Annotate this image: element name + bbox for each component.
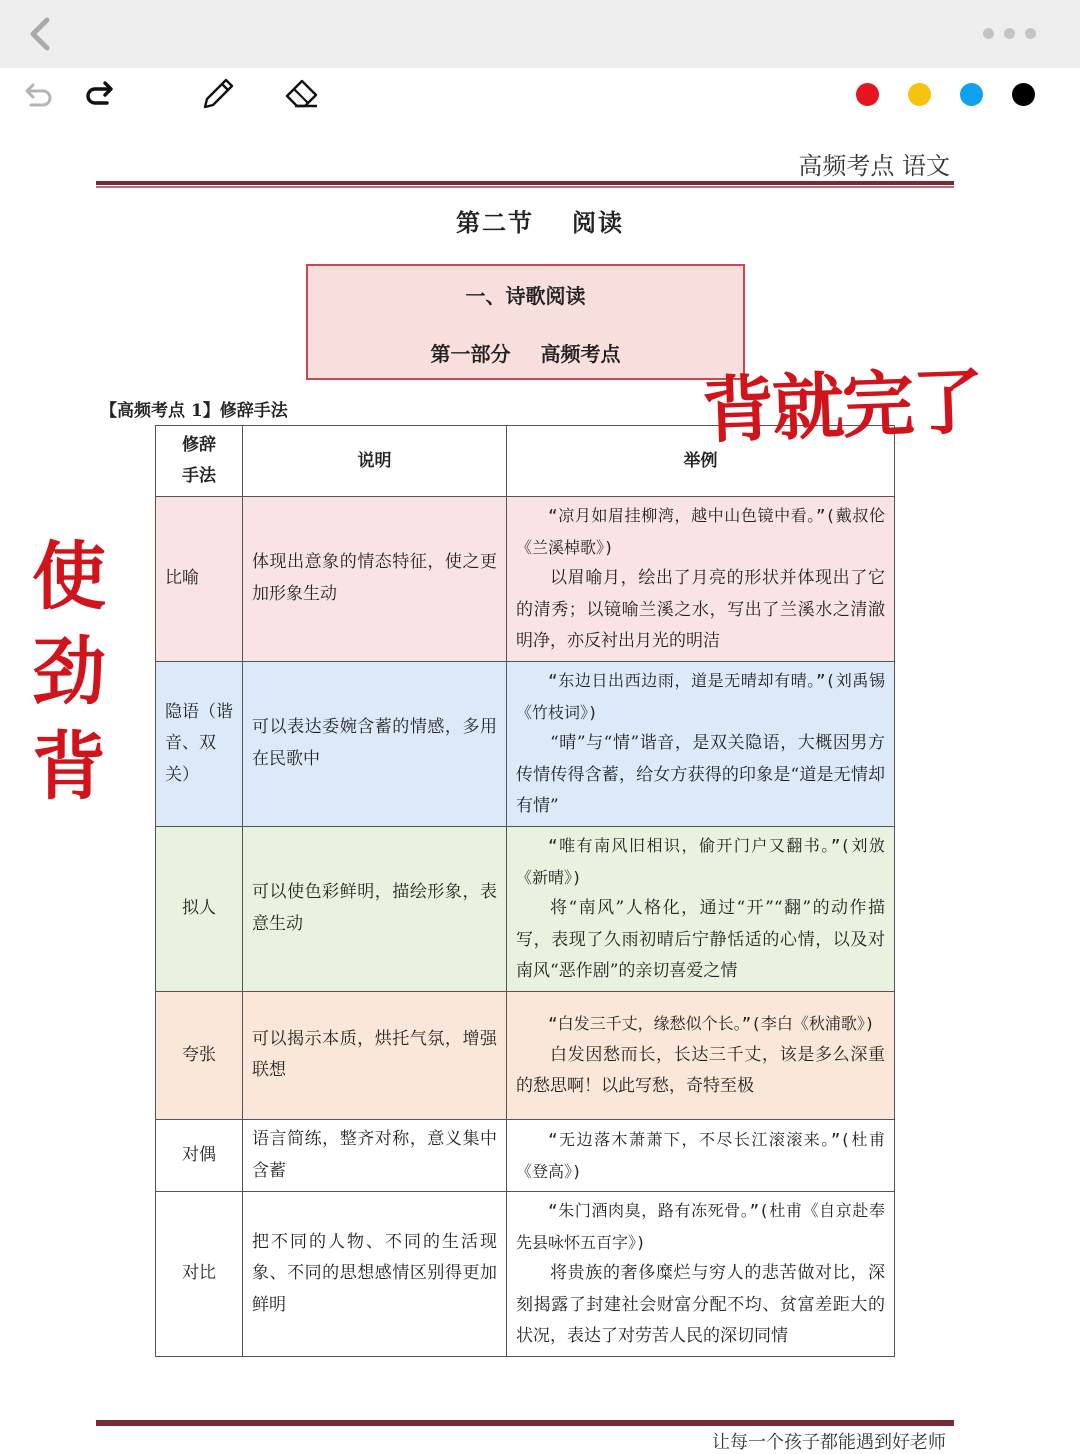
rhetoric-table bbox=[155, 425, 895, 1357]
example-quote: “凉月如眉挂柳湾，越中山色镜中看。”(戴叔伦《兰溪棹歌》) bbox=[516, 506, 885, 557]
chapter-part-name: 高频考点 bbox=[540, 342, 621, 366]
color-yellow-swatch[interactable] bbox=[908, 83, 931, 106]
example-quote: “唯有南风旧相识，偷开门户又翻书。”(刘攽《新晴》) bbox=[516, 835, 885, 887]
pen-tool-button[interactable] bbox=[198, 74, 238, 114]
desc-cell: 可以揭示本质，烘托气氛，增强联想 bbox=[243, 991, 507, 1119]
pencil-icon bbox=[199, 75, 237, 113]
eraser-tool-button[interactable] bbox=[282, 74, 322, 114]
example-explain: 将贵族的奢侈糜烂与穷人的悲苦做对比，深刻揭露了封建社会财富分配不均、贫富差距大的状况，表达了对劳苦人民的深切同情 bbox=[516, 1263, 885, 1347]
example-quote: “朱门酒肉臭，路有冻死骨。”(杜甫《自京赴奉先县咏怀五百字》) bbox=[516, 1201, 885, 1252]
example-cell bbox=[507, 1119, 895, 1191]
table-row bbox=[156, 1192, 895, 1357]
section-title bbox=[0, 203, 1080, 238]
example-cell bbox=[507, 497, 895, 662]
top-nav-bar bbox=[0, 0, 1080, 68]
example-cell bbox=[507, 826, 895, 991]
desc-cell: 把不同的人物、不同的生活现象、不同的思想感情区别得更加鲜明 bbox=[243, 1192, 507, 1357]
more-dot-icon bbox=[1025, 28, 1036, 39]
table-row bbox=[156, 497, 895, 662]
example-cell bbox=[507, 661, 895, 826]
more-dot-icon bbox=[1004, 28, 1015, 39]
desc-cell: 可以表达委婉含蓄的情感，多用在民歌中 bbox=[243, 661, 507, 826]
header-desc: 说明 bbox=[243, 426, 507, 497]
redo-icon bbox=[81, 79, 115, 109]
chapter-box-title: 一、诗歌阅读 bbox=[465, 284, 586, 308]
more-dot-icon bbox=[983, 28, 994, 39]
handwritten-note-right: 背就完了 bbox=[700, 358, 984, 453]
redo-button[interactable] bbox=[78, 74, 118, 114]
handwritten-char: 劲 bbox=[32, 629, 106, 715]
method-cell: 隐语（谐音、双关） bbox=[156, 661, 243, 826]
example-explain: 以眉喻月，绘出了月亮的形状并体现出了它的清秀；以镜喻兰溪之水，写出了兰溪水之清澈明净，亦反衬出月光的明洁 bbox=[516, 568, 885, 652]
footer-divider bbox=[96, 1420, 954, 1426]
color-black-swatch[interactable] bbox=[1012, 83, 1035, 106]
section-number: 第二节 bbox=[456, 208, 534, 237]
chapter-box bbox=[306, 264, 745, 380]
method-cell: 比喻 bbox=[156, 497, 243, 662]
header-method bbox=[156, 426, 243, 497]
undo-icon bbox=[23, 79, 57, 109]
back-icon bbox=[27, 17, 53, 51]
table-row bbox=[156, 1119, 895, 1191]
example-cell bbox=[507, 1192, 895, 1357]
color-red-swatch[interactable] bbox=[856, 83, 879, 106]
example-quote: “无边落木萧萧下，不尽长江滚滚来。”(杜甫《登高》) bbox=[516, 1129, 885, 1181]
method-cell: 拟人 bbox=[156, 826, 243, 991]
method-cell: 夸张 bbox=[156, 991, 243, 1119]
undo-button[interactable] bbox=[20, 74, 60, 114]
table-row bbox=[156, 661, 895, 826]
desc-cell: 语言简练，整齐对称，意义集中含蓄 bbox=[243, 1119, 507, 1191]
example-explain: 将“南风”人格化，通过“开”“翻”的动作描写，表现了久雨初晴后宁静恬适的心情，以及对南风“恶作剧”的亲切喜爱之情 bbox=[516, 898, 885, 982]
header-example: 举例 bbox=[507, 426, 895, 497]
desc-cell: 体现出意象的情态特征，使之更加形象生动 bbox=[243, 497, 507, 662]
method-cell: 对偶 bbox=[156, 1119, 243, 1191]
section-name: 阅读 bbox=[572, 208, 624, 237]
header-method-label: 修辞 手法 bbox=[182, 435, 216, 486]
handwritten-char: 背 bbox=[32, 724, 106, 810]
header-divider bbox=[96, 181, 954, 185]
example-quote: “白发三千丈，缘愁似个长。”(李白《秋浦歌》) bbox=[548, 1014, 875, 1034]
more-menu-button[interactable] bbox=[983, 28, 1036, 39]
table-row bbox=[156, 826, 895, 991]
table-row bbox=[156, 991, 895, 1119]
back-button[interactable] bbox=[22, 14, 58, 54]
example-cell bbox=[507, 991, 895, 1119]
point-title: 【高频考点 1】修辞手法 bbox=[100, 401, 288, 421]
example-explain: “晴”与“情”谐音，是双关隐语，大概因男方传情传得含蓄，给女方获得的印象是“道是无情却有情” bbox=[516, 733, 885, 817]
eraser-icon bbox=[283, 75, 321, 113]
doc-header-title: 高频考点 语文 bbox=[798, 152, 950, 180]
footer-slogan: 让每一个孩子都能遇到好老师 bbox=[712, 1432, 946, 1453]
chapter-box-subtitle bbox=[308, 338, 743, 367]
example-explain: 白发因愁而长，长达三千丈，该是多么深重的愁思啊！以此写愁，奇特至极 bbox=[516, 1044, 885, 1097]
color-blue-swatch[interactable] bbox=[960, 83, 983, 106]
header-divider-thin bbox=[96, 186, 954, 188]
handwritten-note-left bbox=[24, 530, 114, 815]
method-cell: 对比 bbox=[156, 1192, 243, 1357]
example-quote: “东边日出西边雨，道是无晴却有晴。”(刘禹锡《竹枝词》) bbox=[516, 670, 885, 722]
desc-cell: 可以使色彩鲜明，描绘形象，表意生动 bbox=[243, 826, 507, 991]
handwritten-char: 使 bbox=[32, 534, 106, 620]
chapter-part: 第一部分 bbox=[430, 342, 511, 366]
